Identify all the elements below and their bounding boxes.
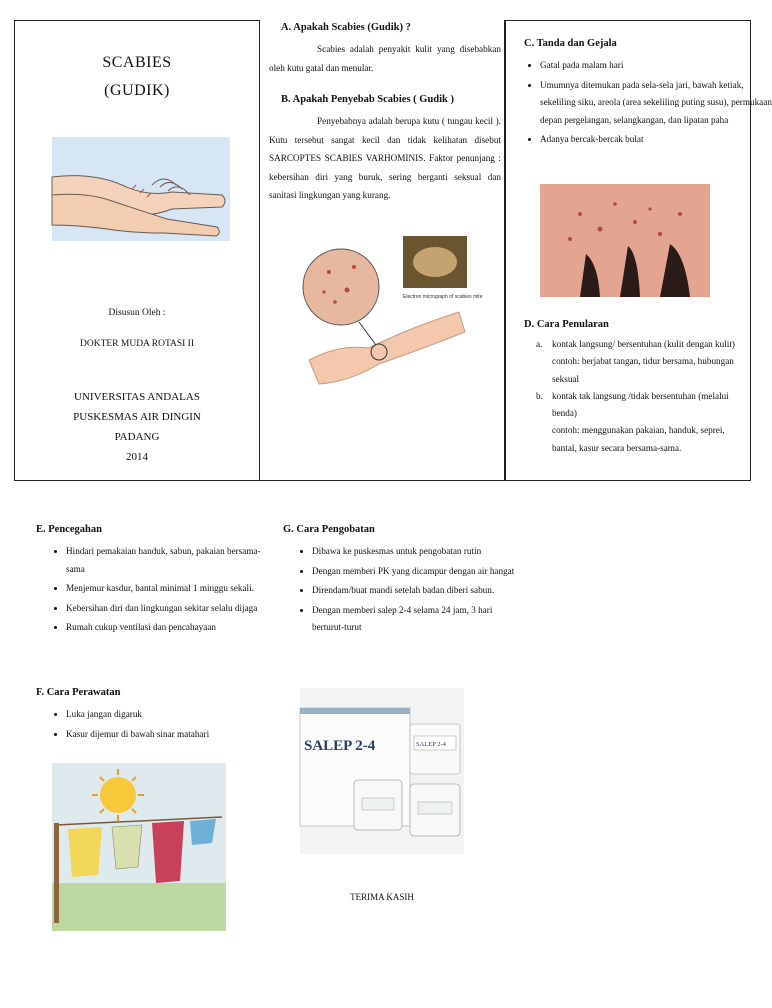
institution-line: PUSKESMAS AIR DINGIN: [73, 411, 201, 423]
author-name: DOKTER MUDA ROTASI II: [79, 339, 195, 349]
item-label: a.: [536, 339, 543, 349]
list-item: • Direndam/buat mandi setelah badan diberi sabun.: [312, 582, 522, 600]
institution-block: [15, 387, 259, 467]
list-item: • Kebersihan diri dan lingkungan sekitar selalu dijaga: [66, 600, 274, 618]
section-c-heading: C. Tanda dan Gejala: [524, 38, 617, 49]
section-d-heading: D. Cara Penularan: [524, 319, 609, 330]
list-item: • Hindari pemakaian handuk, sabun, pakaian bersama-sama: [66, 543, 274, 578]
closing-text: TERIMA KASIH: [350, 892, 414, 902]
cover-title-line1: SCABIES: [102, 54, 172, 71]
micrograph-caption: Electron micrograph of scabies mite: [403, 294, 483, 300]
list-item: • Luka jangan digaruk: [66, 706, 274, 724]
section-e-heading: E. Pencegahan: [36, 524, 102, 535]
item-text: kontak langsung/ bersentuhan (kulit dengan kulit): [552, 339, 735, 349]
institution-line: 2014: [126, 451, 148, 463]
section-a-heading: A. Apakah Scabies (Gudik) ?: [281, 22, 411, 33]
list-item: • Kasur dijemur di bawah sinar matahari: [66, 726, 274, 744]
laundry-sun-illustration: [52, 763, 226, 931]
list-item: [536, 336, 748, 388]
list-item: • Dengan memberi PK yang dicampur dengan air hangat: [312, 563, 522, 581]
cover-panel: [14, 20, 260, 481]
symptoms-panel: [505, 20, 772, 481]
transmission-list: [536, 336, 748, 457]
list-item: • Umumnya ditemukan pada sela-sela jari, bawah ketiak, sekeliling siku, areola (area sekeliling puting susu), permukaan depan pergelangan, selangkangan, dan lipatan paha: [540, 77, 772, 130]
list-item: [536, 388, 748, 457]
treatment-list: [284, 543, 522, 639]
list-item: • Menjemur kasdur, bantal minimal 1 minggu sekali.: [66, 580, 274, 598]
section-b-text: Penyebabnya adalah berupa kutu ( tungau kecil ). Kutu tersebut sangat kecil dan tidak kelihatan disebut SARCOPTES SCABIES VARHOMINIS. Faktor penunjang : kebersihan diri yang buruk, sering berganti seksual dan sanitasi lingkungan yang kurang.: [269, 116, 501, 200]
list-item: • Adanya bercak-bercak bulat: [540, 131, 772, 149]
item-example: contoh: menggunakan pakaian, handuk, seprei, bantal, kasur secara bersama-sama.: [552, 425, 725, 453]
scabies-arm-illustration: [299, 232, 483, 394]
section-f-heading: F. Cara Perawatan: [36, 687, 121, 698]
institution-line: PADANG: [114, 431, 160, 443]
list-item: • Dengan memberi salep 2-4 selama 24 jam, 3 hari berturut-turut: [312, 602, 522, 637]
section-g-heading: G. Cara Pengobatan: [283, 524, 375, 535]
item-example: contoh: berjabat tangan, tidur bersama, hubungan seksual: [552, 356, 734, 384]
prepared-by-label: Disusun Oleh :: [108, 308, 166, 318]
salep-product-photo: [300, 688, 464, 854]
jar-label: SALEP 2-4: [416, 741, 446, 748]
list-item: • Rumah cukup ventilasi dan pencahayaan: [66, 619, 274, 637]
care-list: [38, 706, 274, 745]
institution-line: UNIVERSITAS ANDALAS: [74, 391, 200, 403]
section-a-text: Scabies adalah penyakit kulit yang disebabkan oleh kutu gatal dan menular.: [269, 44, 501, 73]
product-box-label: SALEP 2-4: [304, 738, 376, 754]
hand-rash-photo: [540, 184, 710, 297]
cover-title-line2: (GUDIK): [104, 82, 170, 99]
scratching-hands-illustration: [52, 137, 230, 241]
list-item: • Gatal pada malam hari: [540, 57, 772, 75]
section-b-heading: B. Apakah Penyebab Scabies ( Gudik ): [281, 94, 455, 105]
list-item: • Dibawa ke puskesmas untuk pengobatan rutin: [312, 543, 522, 561]
definition-panel: [259, 20, 505, 481]
item-label: b.: [536, 390, 543, 401]
item-text: kontak tak langsung /tidak bersentuhan (melalui benda): [552, 390, 729, 419]
prevention-list: [38, 543, 274, 639]
symptoms-list: [514, 57, 772, 151]
